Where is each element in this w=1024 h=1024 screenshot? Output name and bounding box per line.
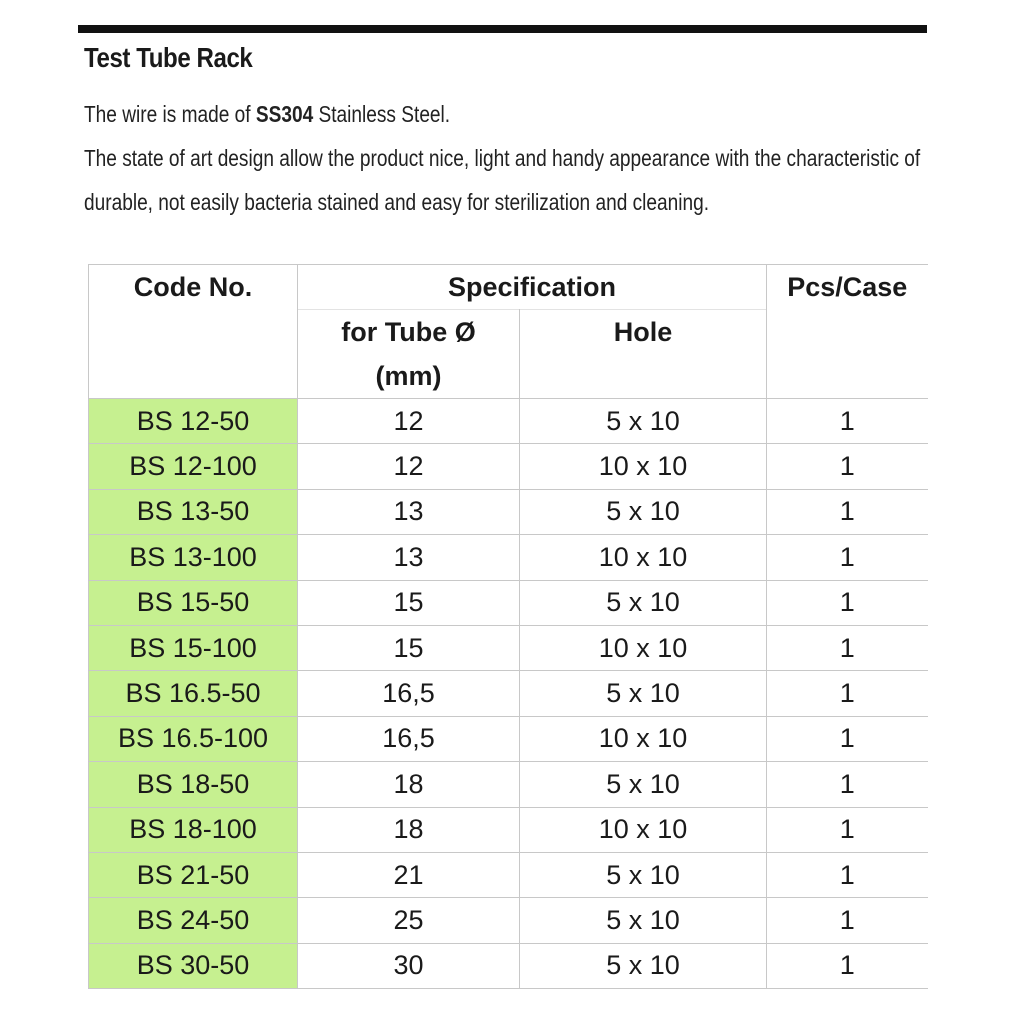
tube-diameter-cell: 12 (298, 399, 520, 444)
pcs-case-cell: 1 (767, 444, 928, 489)
header-hole (520, 310, 767, 399)
tube-diameter-cell: 15 (298, 580, 520, 625)
pcs-case-cell: 1 (767, 489, 928, 534)
table-row (89, 943, 928, 988)
code-cell: BS 12-50 (89, 399, 298, 444)
code-cell: BS 21-50 (89, 852, 298, 897)
hole-cell: 5 x 10 (520, 671, 767, 716)
tube-diameter-cell: 16,5 (298, 671, 520, 716)
tube-diameter-cell: 16,5 (298, 716, 520, 761)
tube-diameter-cell: 13 (298, 535, 520, 580)
tube-diameter-cell: 13 (298, 489, 520, 534)
hole-cell: 5 x 10 (520, 943, 767, 988)
pcs-case-cell: 1 (767, 943, 928, 988)
header-tube-line-1: for Tube Ø (341, 317, 476, 347)
tube-diameter-cell: 25 (298, 898, 520, 943)
hole-cell: 5 x 10 (520, 399, 767, 444)
tube-diameter-cell: 21 (298, 852, 520, 897)
code-cell: BS 18-50 (89, 762, 298, 807)
description-line-1 (84, 92, 450, 136)
table-row (89, 444, 928, 489)
hole-cell: 5 x 10 (520, 489, 767, 534)
pcs-case-cell: 1 (767, 535, 928, 580)
table-row (89, 625, 928, 670)
hole-cell: 5 x 10 (520, 852, 767, 897)
table-row (89, 580, 928, 625)
code-cell: BS 12-100 (89, 444, 298, 489)
table-body (89, 399, 928, 989)
hole-cell: 10 x 10 (520, 444, 767, 489)
code-cell: BS 24-50 (89, 898, 298, 943)
hole-cell: 10 x 10 (520, 716, 767, 761)
pcs-case-cell: 1 (767, 671, 928, 716)
hole-cell: 10 x 10 (520, 625, 767, 670)
pcs-case-cell: 1 (767, 625, 928, 670)
code-cell: BS 15-100 (89, 625, 298, 670)
product-table (88, 264, 928, 989)
tube-diameter-cell: 12 (298, 444, 520, 489)
description-line-3: durable, not easily bacteria stained and easy for sterilization and cleaning. (84, 189, 710, 215)
table-row (89, 716, 928, 761)
pcs-case-cell: 1 (767, 399, 928, 444)
hole-cell: 10 x 10 (520, 535, 767, 580)
top-rule (78, 25, 927, 33)
hole-cell: 10 x 10 (520, 807, 767, 852)
hole-cell: 5 x 10 (520, 762, 767, 807)
code-cell: BS 16.5-50 (89, 671, 298, 716)
table-row (89, 898, 928, 943)
tube-diameter-cell: 15 (298, 625, 520, 670)
code-cell: BS 15-50 (89, 580, 298, 625)
tube-diameter-cell: 18 (298, 807, 520, 852)
header-pcs-blank (767, 310, 928, 399)
header-hole-label: Hole (613, 317, 673, 347)
description-suffix: Stainless Steel. (313, 101, 451, 127)
table-row (89, 535, 928, 580)
table-row (89, 852, 928, 897)
table-row (89, 489, 928, 534)
table-row (89, 807, 928, 852)
header-tube-diameter (298, 310, 520, 399)
pcs-case-cell: 1 (767, 807, 928, 852)
header-specification: Specification (298, 265, 767, 310)
tube-diameter-cell: 18 (298, 762, 520, 807)
page-title: Test Tube Rack (84, 42, 253, 73)
table-row (89, 399, 928, 444)
header-pcs-case: Pcs/Case (767, 265, 928, 310)
description-material: SS304 (255, 101, 314, 127)
table-row (89, 671, 928, 716)
header-tube-line-2: (mm) (375, 361, 442, 391)
description-prefix: The wire is made of (84, 101, 256, 127)
code-cell: BS 16.5-100 (89, 716, 298, 761)
code-cell: BS 18-100 (89, 807, 298, 852)
pcs-case-cell: 1 (767, 852, 928, 897)
tube-diameter-cell: 30 (298, 943, 520, 988)
pcs-case-cell: 1 (767, 716, 928, 761)
header-code-blank (89, 310, 298, 399)
table-row (89, 762, 928, 807)
code-cell: BS 13-100 (89, 535, 298, 580)
header-code: Code No. (89, 265, 298, 310)
pcs-case-cell: 1 (767, 762, 928, 807)
hole-cell: 5 x 10 (520, 580, 767, 625)
code-cell: BS 13-50 (89, 489, 298, 534)
pcs-case-cell: 1 (767, 898, 928, 943)
description-line-2: The state of art design allow the product nice, light and handy appearance with the characteristic of (84, 145, 921, 171)
pcs-case-cell: 1 (767, 580, 928, 625)
code-cell: BS 30-50 (89, 943, 298, 988)
hole-cell: 5 x 10 (520, 898, 767, 943)
